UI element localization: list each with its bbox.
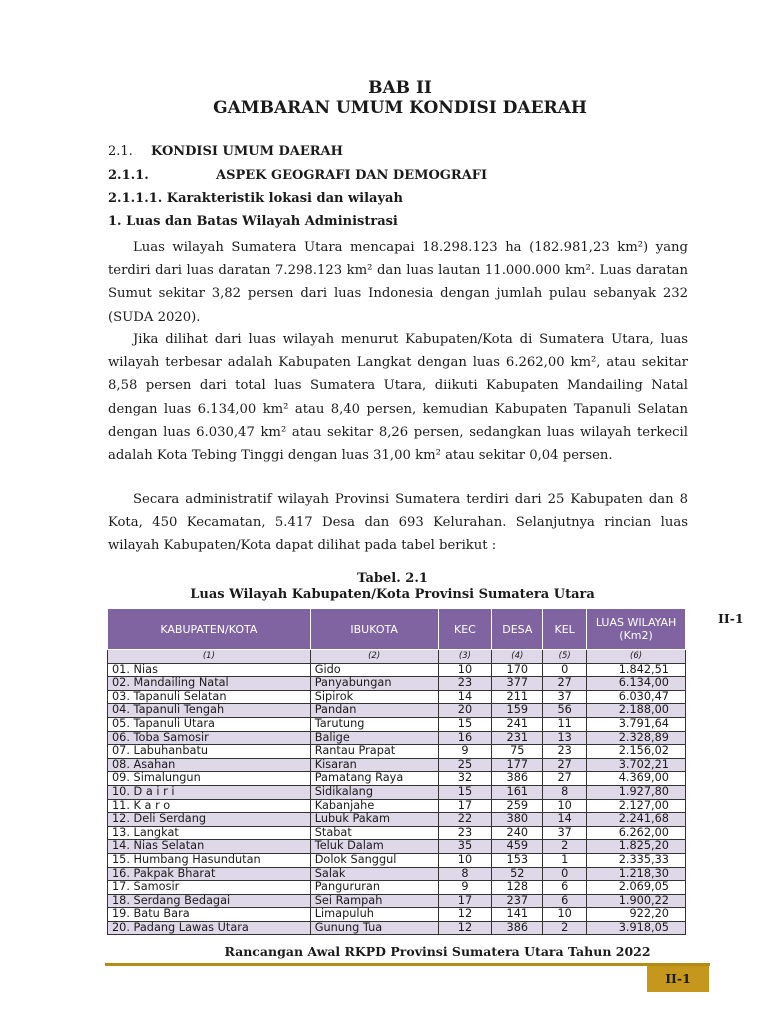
header-luas: LUAS WILAYAH (Km2) — [587, 609, 686, 650]
table-row — [108, 677, 686, 691]
area-table — [107, 608, 686, 935]
table-subtitle: Luas Wilayah Kabupaten/Kota Provinsi Sumatera Utara — [190, 587, 595, 602]
desa-cell: 153 — [492, 853, 543, 867]
header-kabupaten: KABUPATEN/KOTA — [108, 609, 311, 650]
kabupaten-cell: 12. Deli Serdang — [108, 813, 311, 827]
kabupaten-cell: 11. K a r o — [108, 799, 311, 813]
luas-cell: 1.842,51 — [587, 663, 686, 677]
luas-cell: 6.030,47 — [587, 690, 686, 704]
luas-cell: 1.218,30 — [587, 867, 686, 881]
table-header-row — [108, 609, 686, 650]
footer-rule — [105, 963, 710, 966]
luas-cell: 2.241,68 — [587, 813, 686, 827]
kec-cell: 15 — [438, 717, 492, 731]
header-kec: KEC — [438, 609, 492, 650]
desa-cell: 128 — [492, 881, 543, 895]
ibukota-cell: Pandan — [310, 704, 438, 718]
luas-cell: 1.825,20 — [587, 840, 686, 854]
table-index-row — [108, 650, 686, 664]
kabupaten-cell: 04. Tapanuli Tengah — [108, 704, 311, 718]
kel-cell: 56 — [543, 704, 587, 718]
table-row — [108, 772, 686, 786]
header-kel: KEL — [543, 609, 587, 650]
paragraph-text: Jika dilihat dari luas wilayah menurut Kabupaten/Kota di Sumatera Utara, luas wilayah terbesar adalah Kabupaten Langkat dengan luas 6.262,00 km², atau sekitar 8,58 persen dari total luas Sumatera Utara, diikuti Kabupaten Mandailing Natal dengan luas 6.134,00 km² atau 8,40 persen, kemudian Kabupaten Tapanuli Selatan dengan luas 6.030,47 km² atau sekitar 8,26 persen, sedangkan luas wilayah terkecil adalah Kota Tebing Tinggi dengan luas 31,00 km² atau sekitar 0,04 persen. — [108, 332, 688, 464]
kel-cell: 27 — [543, 677, 587, 691]
kec-cell: 23 — [438, 677, 492, 691]
paragraph — [108, 236, 688, 329]
kel-cell: 6 — [543, 894, 587, 908]
table-caption: Tabel. 2.1 — [357, 571, 428, 586]
desa-cell: 75 — [492, 745, 543, 759]
table-row — [108, 908, 686, 922]
kel-cell: 23 — [543, 745, 587, 759]
kel-cell: 10 — [543, 799, 587, 813]
kec-cell: 9 — [438, 745, 492, 759]
kabupaten-cell: 01. Nias — [108, 663, 311, 677]
kel-cell: 14 — [543, 813, 587, 827]
desa-cell: 380 — [492, 813, 543, 827]
ibukota-cell: Rantau Prapat — [310, 745, 438, 759]
chapter-title: GAMBARAN UMUM KONDISI DAERAH — [213, 98, 587, 118]
ibukota-cell: Gido — [310, 663, 438, 677]
desa-cell: 377 — [492, 677, 543, 691]
luas-cell: 922,20 — [587, 908, 686, 922]
kabupaten-cell: 06. Toba Samosir — [108, 731, 311, 745]
kel-cell: 13 — [543, 731, 587, 745]
desa-cell: 259 — [492, 799, 543, 813]
ibukota-cell: Tarutung — [310, 717, 438, 731]
kabupaten-cell: 07. Labuhanbatu — [108, 745, 311, 759]
kec-cell: 25 — [438, 758, 492, 772]
kabupaten-cell: 03. Tapanuli Selatan — [108, 690, 311, 704]
ibukota-cell: Teluk Dalam — [310, 840, 438, 854]
ibukota-cell: Sidikalang — [310, 785, 438, 799]
desa-cell: 159 — [492, 704, 543, 718]
kec-cell: 22 — [438, 813, 492, 827]
section-2-1 — [108, 144, 343, 159]
kel-cell: 1 — [543, 853, 587, 867]
luas-cell: 2.328,89 — [587, 731, 686, 745]
kel-cell: 27 — [543, 772, 587, 786]
ibukota-cell: Dolok Sanggul — [310, 853, 438, 867]
chapter-label: BAB II — [368, 78, 432, 98]
kel-cell: 2 — [543, 840, 587, 854]
page-number: II-1 — [647, 966, 709, 992]
kec-cell: 9 — [438, 881, 492, 895]
index-cell: (4) — [492, 650, 543, 664]
paragraph — [108, 488, 688, 558]
section-number: 2.1. — [108, 144, 133, 159]
kabupaten-cell: 08. Asahan — [108, 758, 311, 772]
ibukota-cell: Gunung Tua — [310, 921, 438, 935]
kec-cell: 12 — [438, 921, 492, 935]
kel-cell: 0 — [543, 867, 587, 881]
kabupaten-cell: 18. Serdang Bedagai — [108, 894, 311, 908]
kec-cell: 17 — [438, 799, 492, 813]
ibukota-cell: Salak — [310, 867, 438, 881]
kabupaten-cell: 05. Tapanuli Utara — [108, 717, 311, 731]
table-row — [108, 758, 686, 772]
ibukota-cell: Sipirok — [310, 690, 438, 704]
kec-cell: 17 — [438, 894, 492, 908]
section-number: 2.1.1. — [108, 168, 149, 183]
kabupaten-cell: 20. Padang Lawas Utara — [108, 921, 311, 935]
index-cell: (5) — [543, 650, 587, 664]
kabupaten-cell: 02. Mandailing Natal — [108, 677, 311, 691]
footer-text: Rancangan Awal RKPD Provinsi Sumatera Utara Tahun 2022 — [224, 944, 651, 959]
desa-cell: 459 — [492, 840, 543, 854]
kabupaten-cell: 09. Simalungun — [108, 772, 311, 786]
table-row — [108, 717, 686, 731]
table-row — [108, 799, 686, 813]
table-row — [108, 894, 686, 908]
section-title: KONDISI UMUM DAERAH — [151, 144, 343, 159]
section-2-1-1 — [108, 168, 487, 183]
kel-cell: 37 — [543, 826, 587, 840]
kabupaten-cell: 15. Humbang Hasundutan — [108, 853, 311, 867]
desa-cell: 141 — [492, 908, 543, 922]
kabupaten-cell: 19. Batu Bara — [108, 908, 311, 922]
table-row — [108, 704, 686, 718]
kel-cell: 37 — [543, 690, 587, 704]
table-row — [108, 826, 686, 840]
kec-cell: 10 — [438, 853, 492, 867]
desa-cell: 177 — [492, 758, 543, 772]
desa-cell: 386 — [492, 772, 543, 786]
table-row — [108, 813, 686, 827]
luas-cell: 2.069,05 — [587, 881, 686, 895]
kec-cell: 16 — [438, 731, 492, 745]
index-cell: (3) — [438, 650, 492, 664]
luas-cell: 3.918,05 — [587, 921, 686, 935]
desa-cell: 237 — [492, 894, 543, 908]
kec-cell: 12 — [438, 908, 492, 922]
kec-cell: 23 — [438, 826, 492, 840]
kabupaten-cell: 17. Samosir — [108, 881, 311, 895]
kabupaten-cell: 10. D a i r i — [108, 785, 311, 799]
kec-cell: 10 — [438, 663, 492, 677]
kec-cell: 8 — [438, 867, 492, 881]
desa-cell: 52 — [492, 867, 543, 881]
section-item-1: 1. Luas dan Batas Wilayah Administrasi — [108, 214, 398, 229]
desa-cell: 241 — [492, 717, 543, 731]
ibukota-cell: Kisaran — [310, 758, 438, 772]
section-title: ASPEK GEOGRAFI DAN DEMOGRAFI — [216, 168, 488, 183]
kel-cell: 10 — [543, 908, 587, 922]
index-cell: (6) — [587, 650, 686, 664]
ibukota-cell: Panyabungan — [310, 677, 438, 691]
kel-cell: 11 — [543, 717, 587, 731]
ibukota-cell: Stabat — [310, 826, 438, 840]
kec-cell: 15 — [438, 785, 492, 799]
kec-cell: 14 — [438, 690, 492, 704]
table-row — [108, 663, 686, 677]
kabupaten-cell: 16. Pakpak Bharat — [108, 867, 311, 881]
ibukota-cell: Limapuluh — [310, 908, 438, 922]
kec-cell: 35 — [438, 840, 492, 854]
table-row — [108, 840, 686, 854]
desa-cell: 161 — [492, 785, 543, 799]
luas-cell: 6.262,00 — [587, 826, 686, 840]
luas-cell: 1.900,22 — [587, 894, 686, 908]
paragraph — [108, 328, 688, 467]
luas-cell: 2.335,33 — [587, 853, 686, 867]
kec-cell: 32 — [438, 772, 492, 786]
index-cell: (2) — [310, 650, 438, 664]
luas-cell: 6.134,00 — [587, 677, 686, 691]
table-row — [108, 867, 686, 881]
ibukota-cell: Kabanjahe — [310, 799, 438, 813]
header-ibukota: IBUKOTA — [310, 609, 438, 650]
luas-cell: 1.927,80 — [587, 785, 686, 799]
desa-cell: 240 — [492, 826, 543, 840]
table-row — [108, 731, 686, 745]
luas-cell: 3.702,21 — [587, 758, 686, 772]
ibukota-cell: Pangururan — [310, 881, 438, 895]
desa-cell: 231 — [492, 731, 543, 745]
table-row — [108, 745, 686, 759]
paragraph-text: Luas wilayah Sumatera Utara mencapai 18.298.123 ha (182.981,23 km²) yang terdiri dari luas daratan 7.298.123 km² dan luas lautan 11.000.000 km². Luas daratan Sumut sekitar 3,82 persen dari luas Indonesia dengan jumlah pulau sebanyak 232 (SUDA 2020). — [108, 240, 688, 325]
table-row — [108, 921, 686, 935]
section-2-1-1-1: 2.1.1.1. Karakteristik lokasi dan wilayah — [108, 191, 403, 206]
ibukota-cell: Balige — [310, 731, 438, 745]
table-row — [108, 785, 686, 799]
side-page-label: II-1 — [718, 611, 744, 626]
desa-cell: 211 — [492, 690, 543, 704]
luas-cell: 3.791,64 — [587, 717, 686, 731]
kec-cell: 20 — [438, 704, 492, 718]
table-row — [108, 881, 686, 895]
kel-cell: 0 — [543, 663, 587, 677]
index-cell: (1) — [108, 650, 311, 664]
desa-cell: 170 — [492, 663, 543, 677]
kabupaten-cell: 14. Nias Selatan — [108, 840, 311, 854]
kabupaten-cell: 13. Langkat — [108, 826, 311, 840]
paragraph-text: Secara administratif wilayah Provinsi Sumatera terdiri dari 25 Kabupaten dan 8 Kota, 450 Kecamatan, 5.417 Desa dan 693 Kelurahan. Selanjutnya rincian luas wilayah Kabupaten/Kota dapat dilihat pada tabel berikut : — [108, 492, 688, 554]
kel-cell: 2 — [543, 921, 587, 935]
kel-cell: 27 — [543, 758, 587, 772]
header-desa: DESA — [492, 609, 543, 650]
table-row — [108, 853, 686, 867]
desa-cell: 386 — [492, 921, 543, 935]
ibukota-cell: Sei Rampah — [310, 894, 438, 908]
luas-cell: 2.127,00 — [587, 799, 686, 813]
ibukota-cell: Lubuk Pakam — [310, 813, 438, 827]
kel-cell: 6 — [543, 881, 587, 895]
table-row — [108, 690, 686, 704]
luas-cell: 2.156,02 — [587, 745, 686, 759]
luas-cell: 2.188,00 — [587, 704, 686, 718]
ibukota-cell: Pamatang Raya — [310, 772, 438, 786]
kel-cell: 8 — [543, 785, 587, 799]
luas-cell: 4.369,00 — [587, 772, 686, 786]
